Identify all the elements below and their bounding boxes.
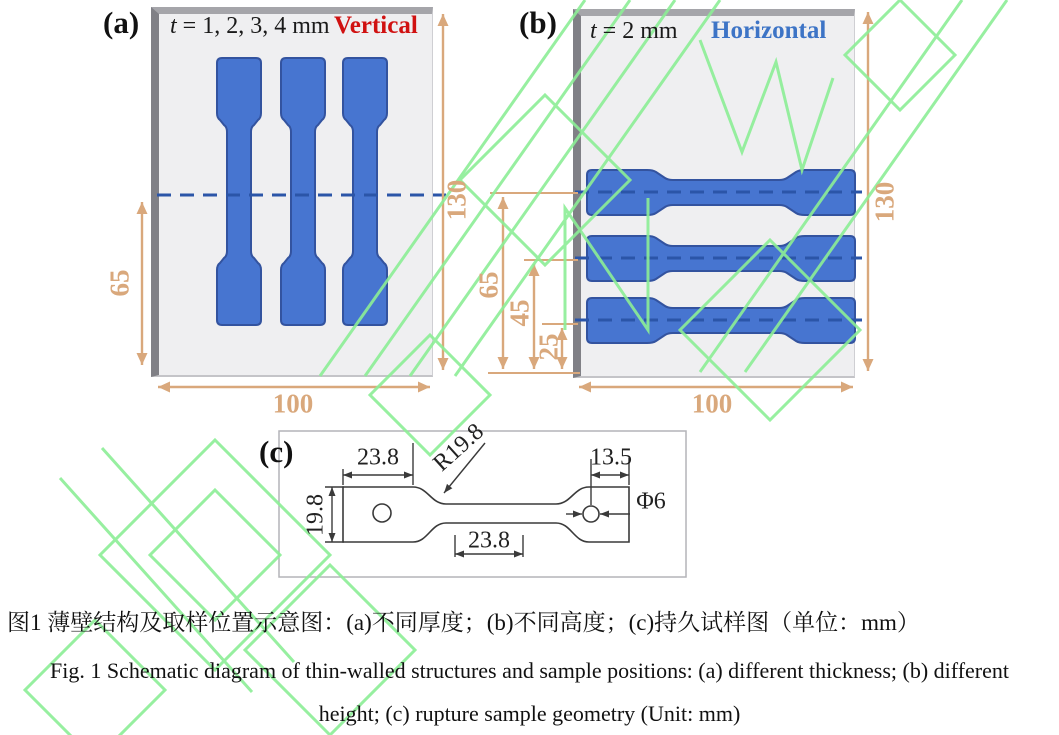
dim-label-b-65: 65 [473, 271, 504, 299]
vertical-specimen [217, 58, 261, 325]
dim-label-b-100: 100 [691, 388, 733, 419]
dim-label-c-fillet-radius: R19.8 [428, 418, 489, 477]
caption-chinese: 图1 薄壁结构及取样位置示意图：(a)不同厚度；(b)不同高度；(c)持久试样图（单位：mm） [7, 610, 920, 635]
dim-label-c-hole-diameter: Φ6 [636, 488, 666, 515]
dim-label-c-grip-height: 19.8 [302, 494, 329, 536]
dim-label-c-gauge-length: 23.8 [468, 527, 510, 554]
panel-b-orientation-label: Horizontal [711, 17, 827, 44]
dim-label-b-45: 45 [504, 299, 535, 327]
panel-a-orientation-label: Vertical [334, 12, 418, 39]
dim-label-c-grip-width: 23.8 [357, 444, 399, 471]
dim-label-c-hole-offset: 13.5 [590, 444, 632, 471]
dim-label-b-130: 130 [869, 181, 900, 223]
dim-label-a-65: 65 [104, 269, 135, 297]
dim-label-b-25: 25 [533, 333, 564, 361]
panel-a-thickness-note [170, 13, 330, 40]
caption-english-line1: Fig. 1 Schematic diagram of thin-walled structures and sample positions: (a) different thickness; (b) different [50, 658, 1009, 683]
thickness-values: = 1, 2, 3, 4 mm [176, 13, 330, 39]
dim-label-a-100: 100 [272, 388, 314, 419]
vertical-specimen [343, 58, 387, 325]
thickness-variable: t [590, 18, 597, 44]
panel-a-label: (a) [103, 5, 140, 40]
grip-hole-right [583, 506, 599, 522]
thickness-variable: t [170, 13, 177, 39]
caption-english-line2: height; (c) rupture sample geometry (Unit: mm) [318, 701, 741, 726]
vertical-specimen [281, 58, 325, 325]
dim-label-a-130: 130 [441, 179, 472, 221]
panel-b-thickness-note [590, 18, 678, 45]
panel-a-specimens [217, 58, 387, 325]
grip-hole-left [373, 504, 391, 522]
thickness-values: = 2 mm [596, 18, 678, 44]
panel-c-label: (c) [259, 434, 294, 469]
panel-b-label: (b) [519, 5, 557, 40]
